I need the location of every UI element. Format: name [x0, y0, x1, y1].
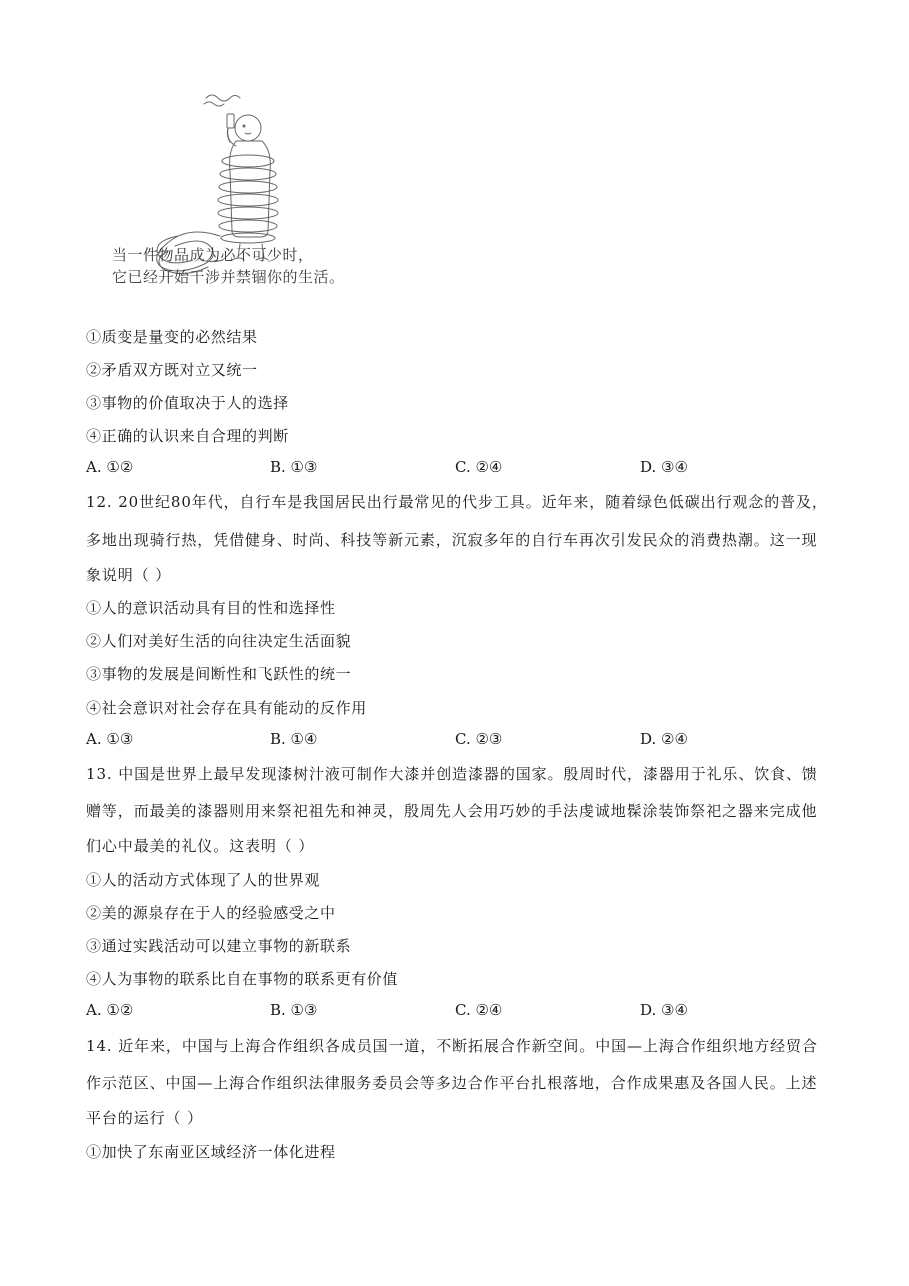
q13-stem-line-2: 赠等，而最美的漆器则用来祭祀祖先和神灵，殷周先人会用巧妙的手法虔诚地髹涂装饰祭祀之器来完成他: [86, 802, 818, 820]
q12-stem-line-1: 12. 20世纪80年代，自行车是我国居民出行最常见的代步工具。近年来，随着绿色低碳出行观念的普及，: [86, 493, 828, 511]
q13-item-2: ②美的源泉存在于人的经验感受之中: [86, 904, 336, 922]
q11-option-a[interactable]: A. ①②: [86, 458, 134, 476]
q12-stem-line-2: 多地出现骑行热，凭借健身、时尚、科技等新元素，沉寂多年的自行车再次引发民众的消费热潮。这一现: [86, 531, 818, 549]
q12-option-b[interactable]: B. ①④: [270, 730, 318, 748]
q11-item-1: ①质变是量变的必然结果: [86, 328, 258, 346]
q11-item-2: ②矛盾双方既对立又统一: [86, 361, 258, 379]
q12-options: [86, 730, 826, 752]
q14-item-1: ①加快了东南亚区域经济一体化进程: [86, 1143, 336, 1161]
q13-option-c[interactable]: C. ②④: [455, 1001, 503, 1019]
q12-option-a[interactable]: A. ①③: [86, 730, 134, 748]
q13-item-4: ④人为事物的联系比自在事物的联系更有价值: [86, 970, 399, 988]
q11-option-b[interactable]: B. ①③: [270, 458, 318, 476]
q11-options: [86, 458, 826, 480]
q13-option-b[interactable]: B. ①③: [270, 1001, 318, 1019]
q13-stem-line-3: 们心中最美的礼仪。这表明（ ）: [86, 837, 315, 855]
q11-item-4: ④正确的认识来自合理的判断: [86, 427, 289, 445]
q12-option-d[interactable]: D. ②④: [640, 730, 688, 748]
cartoon-caption-line-2: 它已经开始干涉并禁锢你的生活。: [112, 268, 345, 286]
q12-item-1: ①人的意识活动具有目的性和选择性: [86, 599, 336, 617]
q11-option-d[interactable]: D. ③④: [640, 458, 688, 476]
q11-item-3: ③事物的价值取决于人的选择: [86, 394, 289, 412]
q13-options: [86, 1001, 826, 1023]
q13-option-a[interactable]: A. ①②: [86, 1001, 134, 1019]
q12-option-c[interactable]: C. ②③: [455, 730, 503, 748]
q12-item-3: ③事物的发展是间断性和飞跃性的统一: [86, 665, 352, 683]
q12-item-2: ②人们对美好生活的向往决定生活面貌: [86, 632, 352, 650]
q12-stem-line-3: 象说明（ ）: [86, 566, 172, 584]
q13-option-d[interactable]: D. ③④: [640, 1001, 688, 1019]
q14-stem-line-1: 14. 近年来，中国与上海合作组织各成员国一道，不断拓展合作新空间。中国—上海合作组织地方经贸合: [86, 1037, 818, 1055]
q12-item-4: ④社会意识对社会存在具有能动的反作用: [86, 699, 367, 717]
cartoon-caption-line-1: 当一件物品成为必不可少时，: [112, 246, 314, 264]
q14-stem-line-2: 作示范区、中国—上海合作组织法律服务委员会等多边合作平台扎根落地，合作成果惠及各国人民。上述: [86, 1074, 818, 1092]
q11-option-c[interactable]: C. ②④: [455, 458, 503, 476]
q13-item-1: ①人的活动方式体现了人的世界观: [86, 871, 321, 889]
q13-item-3: ③通过实践活动可以建立事物的新联系: [86, 937, 352, 955]
q13-stem-line-1: 13. 中国是世界上最早发现漆树汁液可制作大漆并创造漆器的国家。殷周时代，漆器用于礼乐、饮食、馈: [86, 765, 818, 783]
q14-stem-line-3: 平台的运行（ ）: [86, 1109, 203, 1127]
